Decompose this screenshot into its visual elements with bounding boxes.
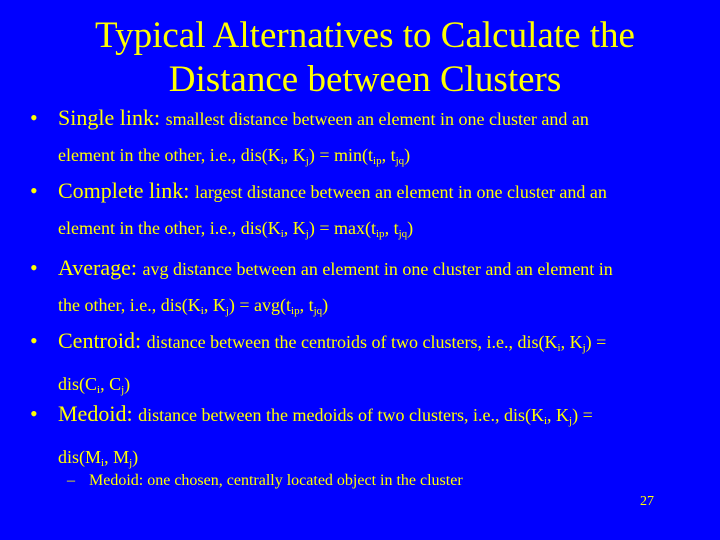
sub-bullet — [67, 471, 463, 491]
bullet-term: Single link: — [58, 105, 166, 130]
subscript: j — [225, 305, 229, 317]
subscript: i — [280, 228, 284, 240]
bullet-glyph: • — [30, 401, 38, 426]
bullet-term: Complete link: — [58, 178, 195, 203]
bullet-line-2: element in the other, i.e., $dis(K_i$, $K_j) = \min(t_{ip}$, $t_{jq}$) — [58, 145, 411, 167]
dash-glyph: – — [67, 472, 75, 489]
bullet-line-1 — [30, 105, 690, 132]
bullet-line-2: the other, i.e., $dis(K_i$, $K_j) = avg(t_{ip}$, $t_{jq}$) — [58, 295, 329, 317]
subscript: i — [543, 415, 548, 427]
bullet-description: smallest distance between an element in one cluster and an — [165, 109, 589, 129]
title-line-1: Typical Alternatives to Calculate the — [95, 15, 635, 56]
subscript: i — [557, 342, 561, 354]
bullet-line-1 — [30, 255, 690, 282]
bullet-description: avg distance between an element in one cluster and an element in — [142, 259, 613, 279]
bullet-term: Medoid: — [58, 401, 139, 426]
bullet-item — [30, 178, 690, 245]
bullet-description: largest distance between an element in one cluster and an — [194, 182, 607, 202]
bullet-glyph: • — [30, 178, 38, 203]
subscript: ip — [373, 155, 382, 167]
bullet-glyph: • — [30, 255, 38, 280]
bullet-line-1 — [30, 328, 690, 361]
bullet-line-1 — [30, 401, 690, 434]
slide-title — [40, 14, 690, 102]
bullet-glyph: • — [30, 105, 38, 130]
subscript: jq — [398, 228, 408, 240]
bullet-line-2: $dis(M_i$, $M_j$) — [58, 447, 139, 469]
title-line-2: Distance between Clusters — [168, 59, 562, 100]
bullet-item — [30, 255, 690, 322]
subscript: i — [101, 457, 105, 469]
bullet-description: distance between the medoids of two clusters, i.e., $dis(K_i$, $K_j$) = — [138, 405, 593, 427]
bullet-item — [30, 401, 690, 474]
bullet-term: Average: — [58, 255, 143, 280]
subscript: j — [305, 228, 309, 240]
subscript: j — [121, 384, 125, 396]
subscript: i — [97, 384, 101, 396]
bullet-line-2: $dis(C_i$, $C_j$) — [58, 374, 131, 396]
subscript: j — [129, 457, 133, 469]
subscript: j — [305, 155, 309, 167]
bullet-line-1 — [30, 178, 690, 205]
subscript: jq — [395, 155, 405, 167]
bullet-description: distance between the centroids of two clusters, i.e., $dis(K_i$, $K_j$) = — [146, 332, 607, 354]
subscript: j — [582, 342, 586, 354]
subscript: ip — [291, 305, 300, 317]
bullet-term: Centroid: — [58, 328, 147, 353]
subscript: i — [200, 305, 204, 317]
bullet-glyph: • — [30, 328, 38, 353]
subscript: i — [280, 155, 284, 167]
bullet-item — [30, 328, 690, 401]
sub-bullet-text: Medoid: one chosen, centrally located object in the cluster — [89, 472, 463, 489]
subscript: j — [569, 415, 573, 427]
page-number: 27 — [640, 494, 654, 509]
bullet-line-2: element in the other, i.e., $dis(K_i$, $K_j) = \max(t_{ip}$, $t_{jq}$) — [58, 218, 414, 240]
bullet-item — [30, 105, 690, 172]
subscript: ip — [376, 228, 385, 240]
subscript: jq — [313, 305, 323, 317]
